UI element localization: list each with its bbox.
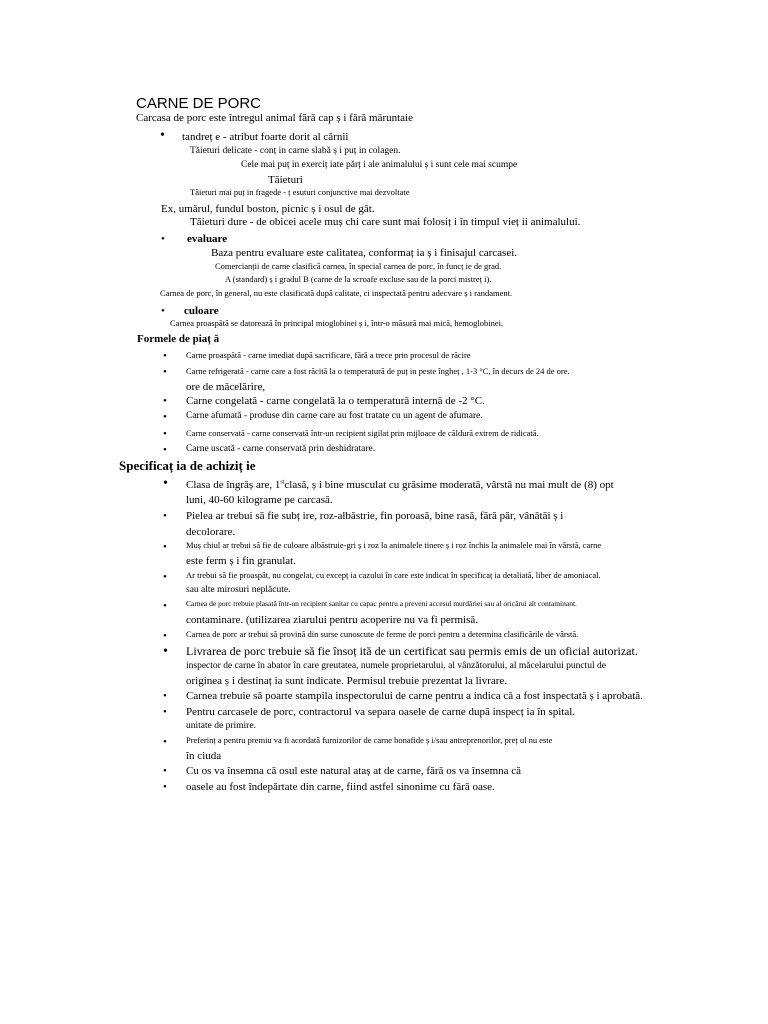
spec-item: Pentru carcasele de porc, contractorul va separa oasele de carne după inspecț ia în spital. bbox=[186, 706, 576, 718]
market-form-item: Carne refrigerată - carne care a fost răcită la o temperatură de puț in peste îngheț , 1-3 °C, în decurs de 24 de ore. bbox=[186, 366, 570, 376]
spec-item: contaminare. (utilizarea ziarului pentru acoperire nu va fi permisă. bbox=[186, 614, 478, 626]
spec-item: Clasa de îngrăș are, 1stclasă, ș i bine musculat cu grăsime moderată, vârstă nu mai mult de (8) opt bbox=[186, 479, 614, 491]
tenderness-line: Tăieturi delicate - conț in carne slabă ș i puț in colagen. bbox=[190, 146, 401, 156]
bullet-icon: • bbox=[163, 706, 167, 718]
spec-heading: Specificaț ia de achiziț ie bbox=[119, 458, 256, 473]
bullet-icon: • bbox=[163, 690, 167, 702]
spec-item: luni, 40-60 kilograme pe carcasă. bbox=[186, 494, 333, 506]
grading-line: Baza pentru evaluare este calitatea, conformaț ia ș i finisajul carcasei. bbox=[211, 247, 518, 259]
tenderness-line: Tăieturi mai puț in fragede - ț esuturi conjunctive mai dezvoltate bbox=[190, 187, 410, 197]
bullet-icon: • bbox=[163, 411, 167, 423]
bullet-icon: • bbox=[163, 765, 167, 777]
spec-item: Ar trebui să fie proaspăt, nu congelat, cu excepț ia cazului în care este indicat în specificaț ia detaliată, liber de amoniacal. bbox=[186, 570, 601, 580]
spec-item: unitate de primire. bbox=[186, 721, 256, 731]
bullet-icon: • bbox=[163, 781, 167, 793]
bullet-icon: • bbox=[163, 541, 167, 553]
tenderness-line: Cele mai puț in exerciț iate părț i ale animalului ș i sunt cele mai scumpe bbox=[241, 160, 518, 170]
grading-line: Comercianții de carne clasifică carnea, în special carnea de porc, în funcț ie de grad. bbox=[215, 261, 502, 271]
market-forms-heading: Formele de piaț ă bbox=[137, 333, 220, 345]
bullet-icon: • bbox=[161, 305, 165, 317]
bullet-icon: • bbox=[161, 233, 165, 245]
grading-line: Carnea de porc, în general, nu este clasificată după calitate, ci inspectată pentru adecvare ș i randament. bbox=[160, 288, 513, 298]
spec-item: decolorare. bbox=[186, 526, 236, 538]
spec-item: este ferm ș i fin granulat. bbox=[186, 555, 296, 567]
bullet-icon: • bbox=[163, 600, 167, 612]
market-form-item: ore de măcelărire, bbox=[186, 381, 266, 393]
bullet-icon: • bbox=[163, 630, 167, 642]
color-line: Carnea proaspătă se datorează în principal mioglobinei ș i, într-o măsură mai mică, hemoglobinei. bbox=[170, 318, 504, 328]
spec-item: Pielea ar trebui să fie subț ire, roz-albăstrie, fin poroasă, bine rasă, fără păr, vânătăi ș i bbox=[186, 510, 564, 522]
market-form-item: Carne afumată - produse din carne care au fost tratate cu un agent de afumare. bbox=[186, 411, 483, 421]
tenderness-line: Tăieturi dure - de obicei acele muș chi care sunt mai folosiț i în timpul vieț ii animalului. bbox=[190, 216, 581, 228]
grading-line: A (standard) ș i gradul B (carne de la scroafe excluse sau de la porci mistreț i). bbox=[225, 274, 492, 284]
tenderness-line: Ex, umărul, fundul boston, picnic ș i osul de gât. bbox=[161, 203, 375, 215]
bullet-icon: • bbox=[163, 366, 167, 378]
bullet-icon: • bbox=[163, 350, 167, 362]
spec-item: Cu os va însemna că osul este natural ataș at de carne, fără os va însemna că bbox=[186, 765, 522, 777]
market-form-item: Carne proaspătă - carne imediat după sacrificare, fără a trece prin procesul de răcire bbox=[186, 350, 471, 360]
spec-item: Carnea trebuie să poarte stampila inspectorului de carne pentru a indica că a fost inspectată ș i aprobată. bbox=[186, 690, 643, 702]
spec-item: Preferinț a pentru premiu va fi acordată furnizorilor de carne bonafide ș i/sau antreprenorilor, preț ul nu este bbox=[186, 735, 553, 745]
bullet-icon: • bbox=[163, 428, 167, 440]
tenderness-heading: tandreț e - atribut foarte dorit al cărnii bbox=[182, 131, 349, 143]
intro-text: Carcasa de porc este întregul animal fără cap ș i fără măruntaie bbox=[136, 112, 413, 124]
spec-item: în ciuda bbox=[186, 750, 222, 762]
bullet-icon: • bbox=[163, 444, 167, 456]
spec-item: Carnea de porc ar trebui să provină din surse cunoscute de ferme de porci pentru a determina clasificările de vârstă. bbox=[186, 629, 579, 639]
spec-item: sau alte mirosuri neplăcute. bbox=[186, 585, 291, 595]
spec-item: Carnea de porc trebuie plasată într-un recipient sanitar cu capac pentru a preveni accesul murdăriei sau al oricărui alt contaminant. bbox=[186, 599, 577, 608]
spec-item: inspector de carne în abator în care greutatea, numele proprietarului, al vânzătorului, al măcelarului punctul de bbox=[186, 661, 606, 671]
spec-item: originea ș i destinaț ia sunt indicate. Permisul trebuie prezentat la livrare. bbox=[186, 675, 508, 687]
bullet-icon: • bbox=[163, 571, 167, 583]
spec-item: oasele au fost îndepărtate din carne, fiind astfel sinonime cu fără oase. bbox=[186, 781, 495, 793]
grading-heading: evaluare bbox=[187, 233, 228, 245]
market-form-item: Carne congelată - carne congelată la o temperatură internă de -2 °C. bbox=[186, 395, 485, 407]
tenderness-line: Tăieturi bbox=[268, 174, 303, 186]
market-form-item: Carne uscată - carne conservată prin deshidratare. bbox=[186, 444, 376, 454]
market-form-item: Carne conservată - carne conservată într-un recipient sigilat prin mijloace de căldură extrem de ridicată. bbox=[186, 428, 539, 438]
color-heading: culoare bbox=[184, 305, 219, 317]
bullet-icon: • bbox=[163, 476, 168, 491]
bullet-icon: • bbox=[163, 510, 167, 522]
page-title: CARNE DE PORC bbox=[136, 95, 262, 112]
spec-item: Muș chiul ar trebui să fie de culoare albăstruie-gri ș i roz la animalele tinere ș i roz închis la animalele mai în vârstă, carne bbox=[186, 540, 602, 550]
bullet-icon: • bbox=[160, 128, 165, 143]
spec-item: Livrarea de porc trebuie să fie însoț ită de un certificat sau permis emis de un oficial autorizat. bbox=[186, 644, 638, 658]
bullet-icon: • bbox=[163, 644, 168, 659]
bullet-icon: • bbox=[163, 736, 167, 748]
bullet-icon: • bbox=[163, 395, 167, 407]
